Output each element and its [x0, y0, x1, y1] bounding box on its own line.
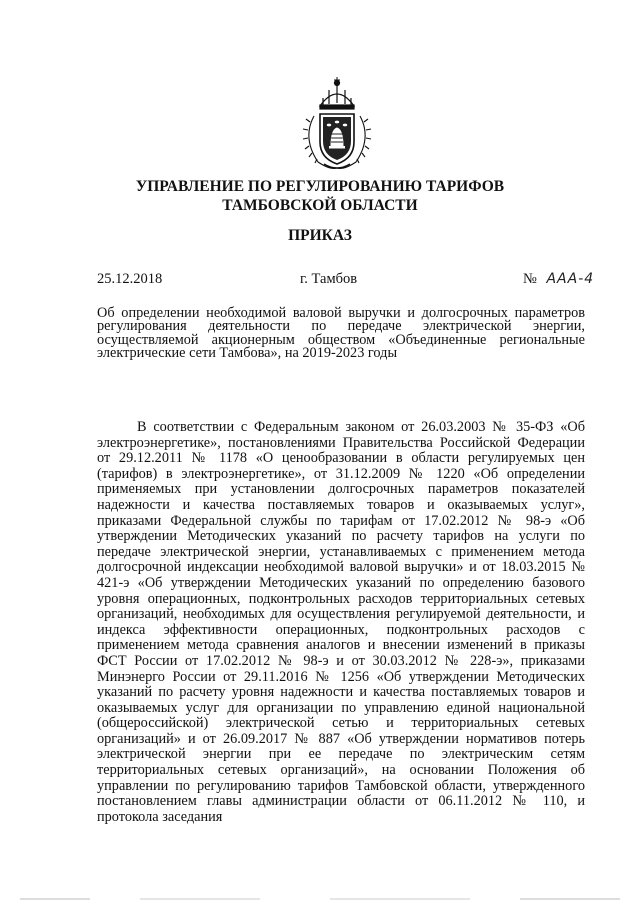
org-name-line1: УПРАВЛЕНИЕ ПО РЕГУЛИРОВАНИЮ ТАРИФОВ — [135, 178, 505, 195]
document-type: ПРИКАЗ — [288, 227, 352, 244]
scan-edge-marks — [0, 896, 640, 902]
document-number — [523, 271, 594, 288]
org-name-line2: ТАМБОВСКОЙ ОБЛАСТИ — [222, 197, 418, 214]
number-sign: № — [523, 271, 537, 287]
document-city: г. Тамбов — [300, 271, 358, 287]
document-date: 25.12.2018 — [97, 271, 163, 287]
document-body: В соответствии с Федеральным законом от 26.03.2003 № 35-ФЗ «Об электроэнергетике», постановлениями Правительства Российской Федерации от 29.12.2011 № 1178 «О ценообразовании в области регулируемых цен (тарифов) в электроэнергетике», от 31.12.2009 № 1220 «Об определении применяемых при установлении долгосрочных параметров показателей надежности и качества поставляемых товаров и оказываемых услуг», приказами Федеральной службы по тарифам от 17.02.2012 № 98-э «Об утверждении Методических указаний по расчету тарифов на услуги по передаче электрической энергии, устанавливаемых с применением метода долгосрочной индексации необходимой валовой выручки» и от 18.03.2015 № 421-э «Об утверждении Методических указаний по определению базового уровня операционных, подконтрольных расходов территориальных сетевых организаций, необходимых для осуществления регулируемой деятельности, и индекса эффективности операционных, подконтрольных расходов с применением метода сравнения аналогов и внесении изменений в приказы ФСТ России от 17.02.2012 № 98-э и от 30.03.2012 № 228-э», приказами Минэнерго России от 29.11.2016 № 1256 «Об утверждении Методических указаний по расчету уровня надежности и качества поставляемых товаров и оказываемых услуг для организации по управлению единой национальной (общероссийской) электрической сетью и территориальных сетевых организаций» и от 26.09.2017 № 887 «Об утверждении нормативов потерь электрической энергии при ее передаче по электрическим сетям территориальных сетевых организаций», на основании Положения об управлении по регулированию тарифов Тамбовской области, утвержденного постановлением главы администрации области от 06.11.2012 № 110, и протокола заседания — [97, 419, 585, 825]
document-subject: Об определении необходимой валовой выручки и долгосрочных параметров регулирования деятельности по передаче электрической энергии, осуществляемой акционерным обществом «Объединенные региональные электрические сети Тамбова», на 2019-2023 годы — [97, 305, 585, 362]
handwritten-number: ААА-4 — [546, 271, 595, 287]
tambov-coat-of-arms-icon — [296, 76, 378, 172]
